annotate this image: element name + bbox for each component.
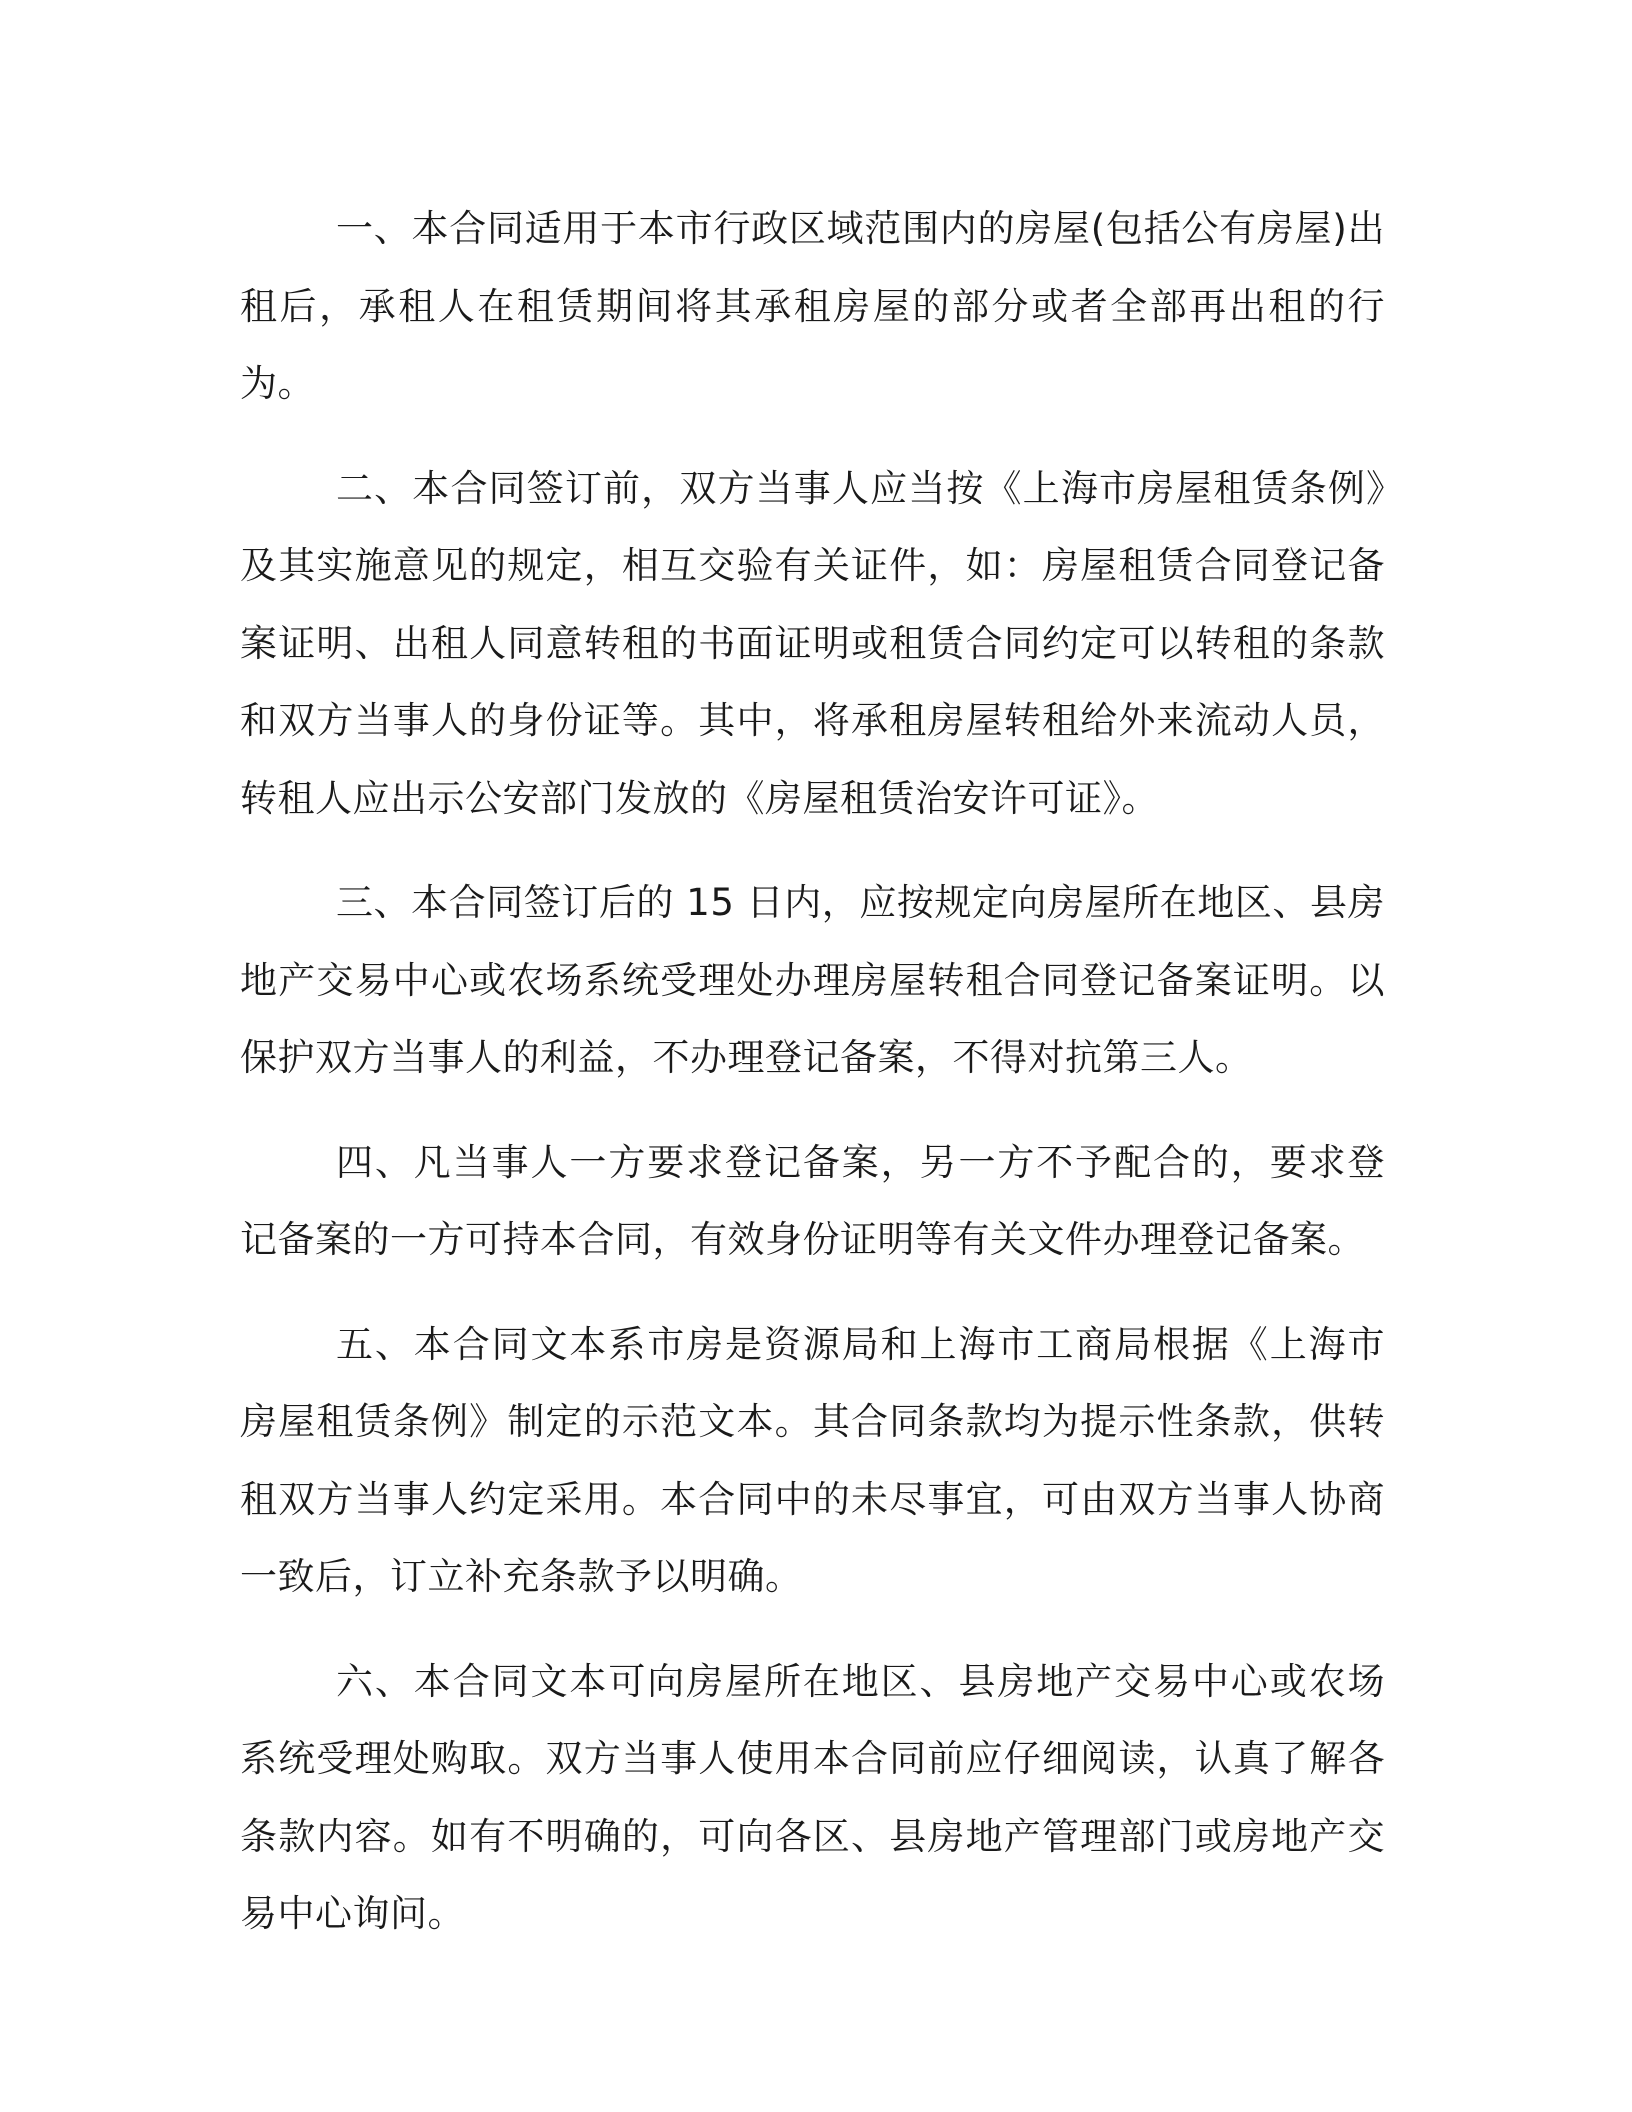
paragraph-4: 四、凡当事人一方要求登记备案，另一方不予配合的，要求登记备案的一方可持本合同，有效身份证明等有关文件办理登记备案。 bbox=[240, 1140, 1385, 1261]
paragraph-5: 五、本合同文本系市房是资源局和上海市工商局根据《上海市房屋租赁条例》制定的示范文本。其合同条款均为提示性条款，供转租双方当事人约定采用。本合同中的未尽事宜，可由双方当事人协商一致后，订立补充条款予以明确。 bbox=[240, 1322, 1385, 1598]
paragraph-1: 一、本合同适用于本市行政区域范围内的房屋(包括公有房屋)出租后，承租人在租赁期间将其承租房屋的部分或者全部再出租的行为。 bbox=[240, 207, 1385, 405]
paragraph-2: 二、本合同签订前，双方当事人应当按《上海市房屋租赁条例》及其实施意见的规定，相互交验有关证件，如：房屋租赁合同登记备案证明、出租人同意转租的书面证明或租赁合同约定可以转租的条款和双方当事人的身份证等。其中，将承租房屋转租给外来流动人员，转租人应出示公安部门发放的《房屋租赁治安许可证》。 bbox=[240, 466, 1385, 820]
paragraph-6: 六、本合同文本可向房屋所在地区、县房地产交易中心或农场系统受理处购取。双方当事人使用本合同前应仔细阅读，认真了解各条款内容。如有不明确的，可向各区、县房地产管理部门或房地产交易中心询问。 bbox=[240, 1659, 1385, 1935]
document-body bbox=[240, 190, 1385, 1953]
paragraph-3: 三、本合同签订后的 15 日内，应按规定向房屋所在地区、县房地产交易中心或农场系统受理处办理房屋转租合同登记备案证明。以保护双方当事人的利益，不办理登记备案，不得对抗第三人。 bbox=[240, 881, 1385, 1079]
